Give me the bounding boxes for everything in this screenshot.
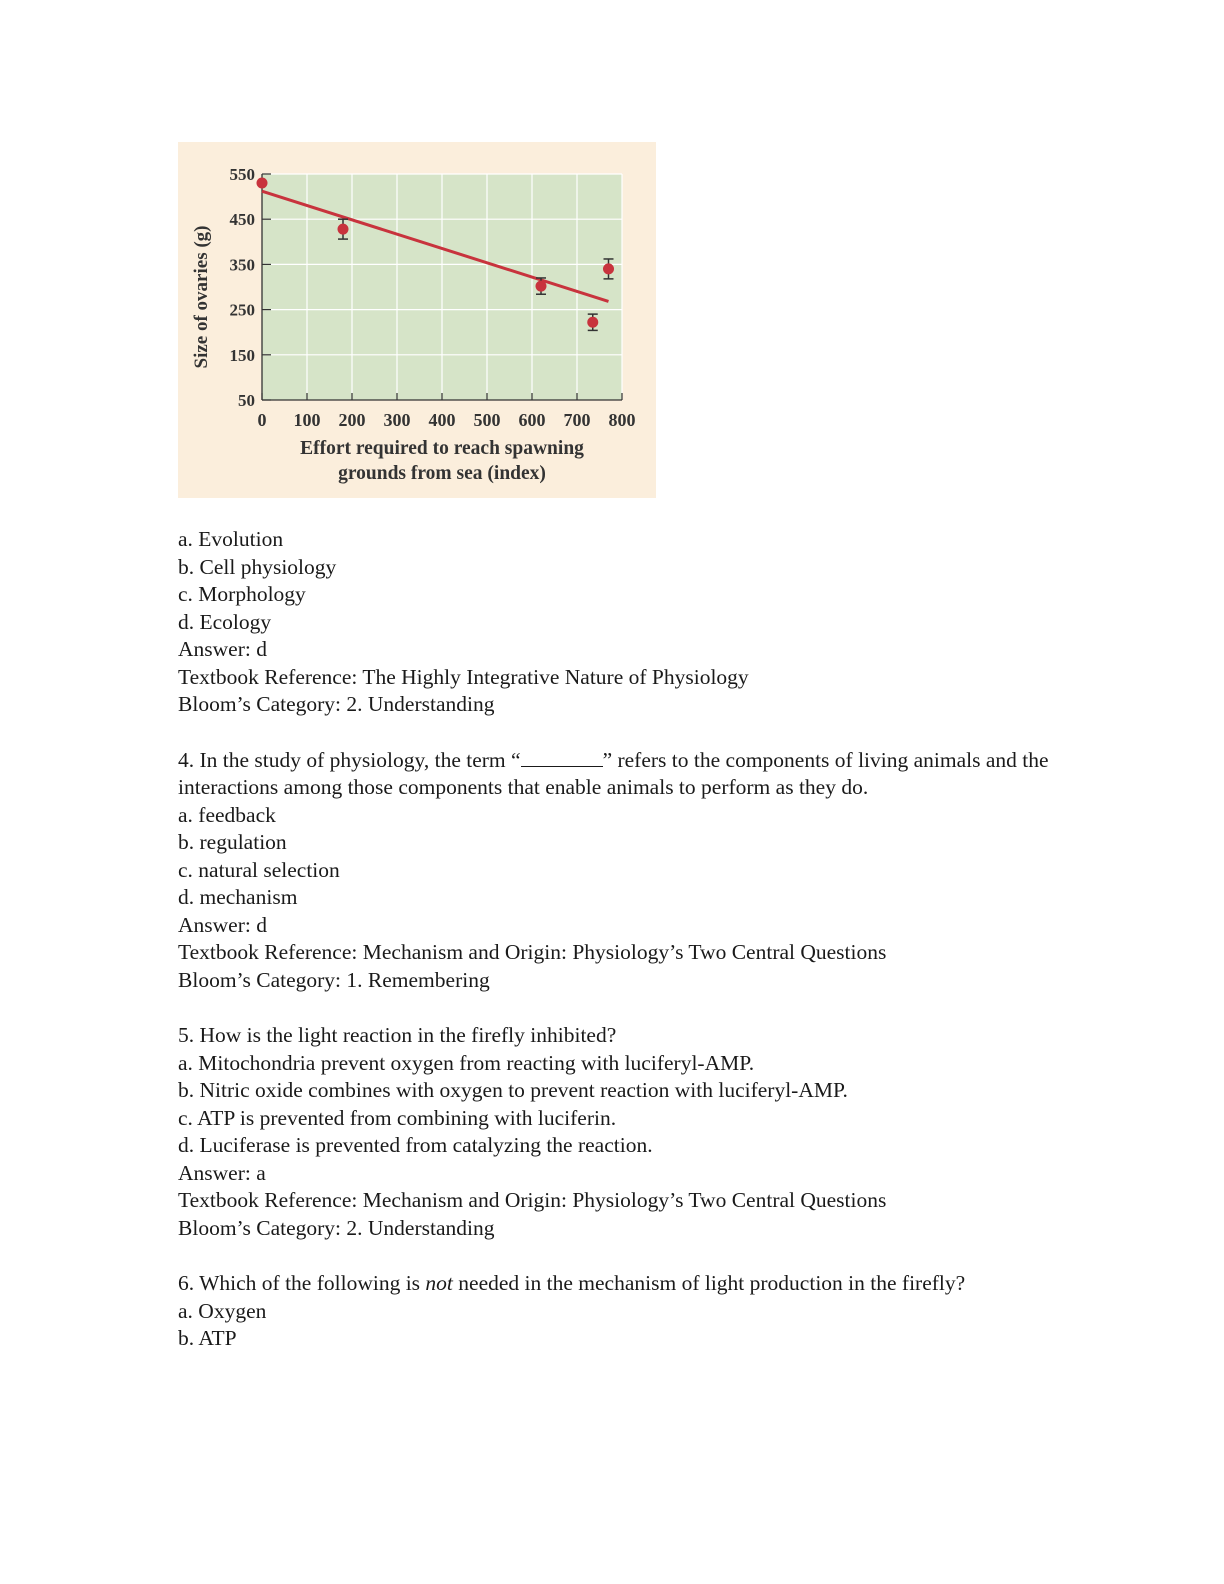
y-axis-label: Size of ovaries (g) — [191, 225, 212, 369]
option-c: c. ATP is prevented from combining with luciferin. — [178, 1105, 617, 1130]
option-c: c. natural selection — [178, 857, 340, 882]
answer-blank — [521, 748, 603, 767]
option-d: d. Luciferase is prevented from catalyzing the reaction. — [178, 1133, 653, 1157]
data-point — [587, 317, 598, 328]
y-tick-label: 250 — [229, 300, 255, 320]
stem-emphasis: not — [425, 1271, 453, 1295]
textbook-reference: Textbook Reference: Mechanism and Origin: Physiology’s Two Central Questions — [178, 1188, 887, 1212]
x-tick-label: 600 — [518, 410, 546, 430]
stem-part-2: ” refers to the components of living animals and the interactions among those components that enable animals to perform as they do. — [178, 747, 1049, 799]
data-point — [536, 281, 547, 292]
blooms-category: Bloom’s Category: 2. Understanding — [178, 692, 495, 716]
y-tick-label: 550 — [229, 165, 255, 184]
answer: Answer: a — [178, 1160, 266, 1185]
y-tick-label: 350 — [229, 255, 255, 275]
option-b: b. regulation — [178, 830, 287, 854]
x-tick-label: 0 — [257, 410, 267, 430]
x-tick-label: 700 — [563, 410, 591, 430]
x-tick-label: 400 — [428, 410, 456, 430]
textbook-reference: Textbook Reference: Mechanism and Origin: Physiology’s Two Central Questions — [178, 940, 887, 964]
option-c: c. Morphology — [178, 582, 306, 606]
stem-part-1: 6. Which of the following is — [178, 1271, 426, 1295]
blooms-category: Bloom’s Category: 1. Remembering — [178, 967, 490, 992]
question-5-stem: 5. How is the light reaction in the firefly inhibited? — [178, 1023, 617, 1047]
x-tick-label: 200 — [338, 410, 366, 430]
option-b: b. ATP — [178, 1326, 237, 1350]
question-6-stem — [178, 1270, 978, 1298]
option-a: a. Evolution — [178, 527, 284, 551]
option-b: b. Nitric oxide combines with oxygen to prevent reaction with luciferyl-AMP. — [178, 1078, 848, 1102]
x-tick-label: 100 — [293, 410, 321, 430]
answer: Answer: d — [178, 637, 267, 661]
x-tick-label: 500 — [473, 410, 501, 430]
x-axis-label: Effort required to reach spawning grounds from sea (index) — [300, 438, 584, 484]
question-3-block — [178, 526, 1058, 1353]
textbook-reference: Textbook Reference: The Highly Integrative Nature of Physiology — [178, 664, 749, 689]
y-tick-label: 450 — [229, 210, 255, 230]
chart-svg — [178, 142, 656, 498]
y-tick-label: 150 — [229, 345, 255, 365]
data-point — [257, 178, 268, 189]
option-a: a. Mitochondria prevent oxygen from reacting with luciferyl-AMP. — [178, 1050, 755, 1075]
option-d: d. mechanism — [178, 885, 298, 909]
option-a: a. Oxygen — [178, 1298, 267, 1323]
scatter-chart — [178, 142, 656, 498]
answer: Answer: d — [178, 912, 267, 937]
option-b: b. Cell physiology — [178, 554, 337, 579]
data-point — [338, 224, 349, 235]
stem-part-2: needed in the mechanism of light production in the firefly? — [452, 1271, 966, 1295]
stem-part-1: 4. In the study of physiology, the term “ — [178, 747, 521, 772]
x-tick-label: 800 — [608, 410, 636, 430]
y-tick-label: 50 — [238, 391, 255, 410]
data-point — [603, 263, 614, 274]
option-a: a. feedback — [178, 802, 276, 827]
x-tick-label: 300 — [383, 410, 411, 430]
blooms-category: Bloom’s Category: 2. Understanding — [178, 1215, 495, 1240]
option-d: d. Ecology — [178, 609, 272, 634]
question-4-stem — [178, 747, 1058, 802]
